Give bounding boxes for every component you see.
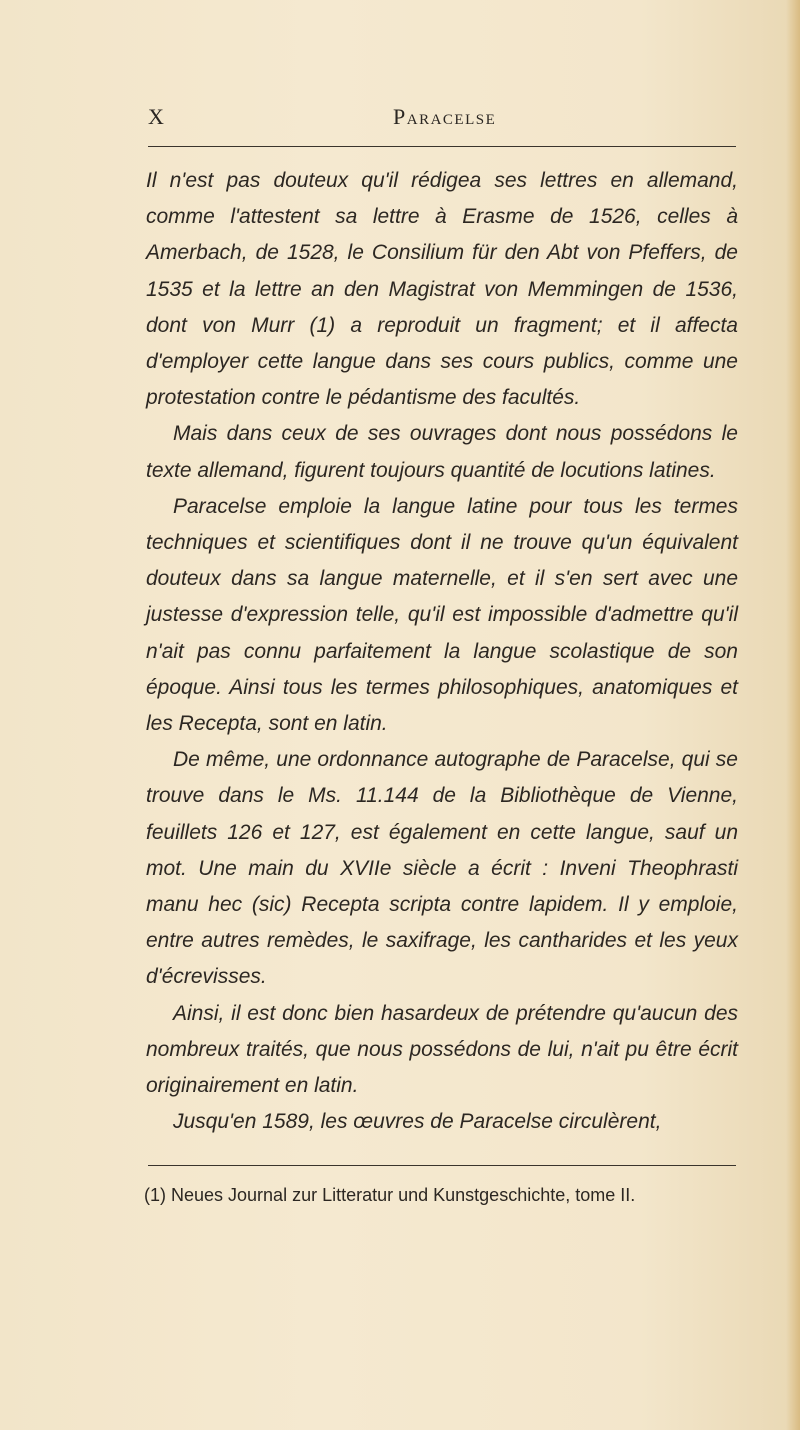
paragraph: De même, une ordonnance autographe de Paracelse, qui se trouve dans le Ms. 11.144 de la Bibliothèque de Vienne, feuillets 126 et 127, est également en cette langue, sauf un mot. Une main du XVIIe siècle a écrit : Inveni Theophrasti manu hec (sic) Recepta scripta contre lapidem. Il y emploie, entre autres remèdes, le saxifrage, les cantharides et les yeux d'écrevisses. <box>146 748 738 989</box>
running-head <box>148 104 736 138</box>
footnote: (1) Neues Journal zur Litteratur und Kunstgeschichte, tome II. <box>144 1185 636 1205</box>
paragraph: Paracelse emploie la langue latine pour tous les termes techniques et scientifiques dont il ne trouve qu'un équivalent douteux dans sa langue maternelle, et il s'en sert avec une justesse d'expression telle, qu'il est impossible d'admettre qu'il n'ait pas connu parfaitement la langue scolastique de son époque. Ainsi tous les termes philosophiques, anatomiques et les Recepta, sont en latin. <box>146 494 738 736</box>
paragraph: Il n'est pas douteux qu'il rédigea ses lettres en allemand, comme l'attestent sa lettre à Erasme de 1526, celles à Amerbach, de 1528, le Consilium für den Abt von Pfeffers, de 1535 et la lettre an den Magistrat von Memmingen de 1536, dont von Murr (1) a reproduit un fragment; et il affecta d'employer cette langue dans ses cours publics, comme une protestation contre le pédantisme des facultés. <box>146 169 738 410</box>
paragraph: Mais dans ceux de ses ouvrages dont nous possédons le texte allemand, figurent toujours quantité de locutions latines. <box>146 422 738 482</box>
paragraph: Ainsi, il est donc bien hasardeux de prétendre qu'aucun des nombreux traités, que nous possédons de lui, n'ait pu être écrit originairement en latin. <box>146 1001 738 1098</box>
page-edge-shadow <box>786 0 800 1430</box>
running-title: Paracelse <box>393 104 497 129</box>
page-number: X <box>148 104 165 129</box>
header-rule <box>148 146 736 147</box>
body-text <box>146 163 738 1140</box>
paragraph: Jusqu'en 1589, les œuvres de Paracelse circulèrent, <box>173 1110 662 1134</box>
footnote-rule <box>148 1165 736 1166</box>
